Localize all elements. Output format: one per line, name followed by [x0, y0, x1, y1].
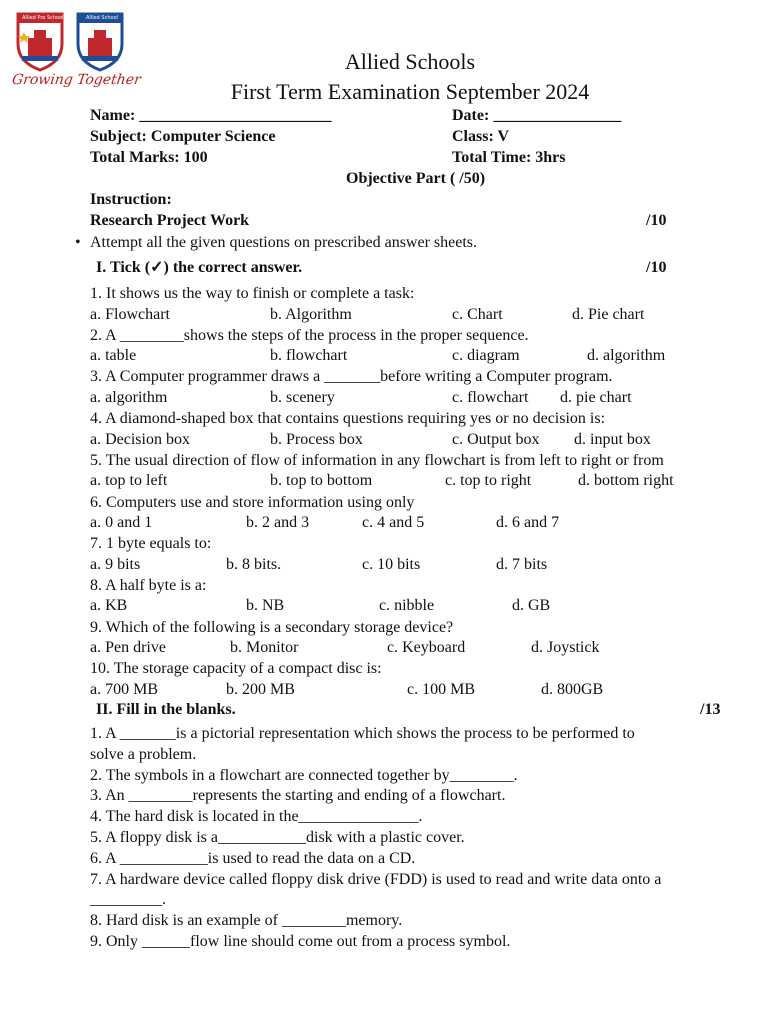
- blank-line-8: 7. A hardware device called floppy disk drive (FDD) is used to read and write data onto a: [90, 870, 662, 888]
- question-6-option-b: b. 2 and 3: [246, 514, 310, 531]
- question-2-option-a: a. table: [90, 347, 137, 365]
- blank-line-10: 8. Hard disk is an example of ________memory.: [90, 912, 403, 930]
- blank-line-4: 3. An ________represents the starting and ending of a flowchart.: [90, 787, 506, 805]
- blank-line-3: 2. The symbols in a flowchart are connected together by________.: [90, 766, 518, 784]
- question-1-option-a: a. Flowchart: [90, 305, 170, 323]
- question-8-option-c: c. nibble: [379, 597, 435, 615]
- logo2-caption: Allied School: [86, 15, 119, 21]
- question-8-option-d: d. GB: [512, 597, 551, 615]
- subject-field: Subject: Computer Science: [90, 128, 276, 145]
- question-2-option-d: d. algorithm: [587, 347, 666, 365]
- question-8-option-a: a. KB: [90, 597, 128, 615]
- class-field: Class: V: [452, 128, 510, 145]
- question-3-option-a: a. algorithm: [90, 388, 168, 406]
- question-10-option-c: c. 100 MB: [407, 680, 475, 698]
- question-1-option-d: d. Pie chart: [572, 305, 645, 323]
- question-1-option-b: b. Algorithm: [270, 305, 352, 323]
- bullet: •: [75, 234, 81, 251]
- question-5-option-d: d. bottom right: [578, 472, 674, 490]
- date-field: Date: ________________: [452, 107, 622, 124]
- question-4-option-a: a. Decision box: [90, 430, 190, 448]
- question-10-option-d: d. 800GB: [541, 680, 604, 698]
- section2-marks: /13: [700, 701, 721, 718]
- blank-line-9: _________.: [90, 891, 166, 909]
- question-10: 10. The storage capacity of a compact disc is:: [90, 660, 382, 678]
- blank-line-6: 5. A floppy disk is a___________disk with a plastic cover.: [90, 829, 465, 846]
- section1-heading: I. Tick (✓) the correct answer.: [96, 259, 303, 276]
- question-8: 8. A half byte is a:: [90, 576, 207, 594]
- question-5: 5. The usual direction of flow of information in any flowchart is from left to right or from: [90, 451, 664, 469]
- question-7-option-c: c. 10 bits: [362, 555, 421, 573]
- blank-line-11: 9. Only ______flow line should come out from a process symbol.: [90, 933, 511, 950]
- school-name: Allied Schools: [344, 49, 476, 74]
- instruction-label: Instruction:: [90, 191, 172, 208]
- question-10-option-b: b. 200 MB: [226, 680, 295, 698]
- attempt-instruction: Attempt all the given questions on prescribed answer sheets.: [90, 234, 478, 251]
- question-4: 4. A diamond-shaped box that contains questions requiring yes or no decision is:: [90, 410, 606, 428]
- tagline: Growing Together: [10, 72, 142, 88]
- question-6-option-a: a. 0 and 1: [90, 514, 153, 531]
- question-1: 1. It shows us the way to finish or complete a task:: [90, 285, 415, 302]
- question-9-option-c: c. Keyboard: [387, 639, 466, 657]
- question-2-option-b: b. flowchart: [270, 347, 348, 365]
- blank-line-1: 1. A _______is a pictorial representation which shows the process to be performed to: [90, 725, 635, 742]
- question-2: 2. A ________shows the steps of the process in the proper sequence.: [90, 326, 529, 344]
- question-4-option-d: d. input box: [574, 430, 651, 448]
- question-6-option-d: d. 6 and 7: [496, 514, 560, 531]
- question-3-option-d: d. pie chart: [560, 388, 632, 406]
- question-4-option-b: b. Process box: [270, 430, 363, 448]
- logo1-caption: Allied Pre School: [22, 15, 64, 21]
- question-8-option-b: b. NB: [246, 597, 285, 615]
- exam-title: First Term Examination September 2024: [230, 79, 590, 104]
- question-3: 3. A Computer programmer draws a _______before writing a Computer program.: [90, 368, 613, 386]
- name-field: Name: ________________________: [90, 107, 332, 124]
- question-5-option-c: c. top to right: [445, 472, 532, 490]
- total-marks: Total Marks: 100: [90, 149, 208, 166]
- question-5-option-a: a. top to left: [90, 472, 168, 490]
- research-label: Research Project Work: [90, 212, 250, 229]
- question-9-option-d: d. Joystick: [531, 639, 600, 657]
- question-7-option-b: b. 8 bits.: [226, 555, 282, 573]
- question-3-option-c: c. flowchart: [452, 388, 529, 406]
- question-6: 6. Computers use and store information using only: [90, 493, 415, 511]
- question-4-option-c: c. Output box: [452, 430, 540, 448]
- blank-line-7: 6. A ___________is used to read the data on a CD.: [90, 849, 416, 867]
- section1-marks: /10: [646, 259, 667, 276]
- question-5-option-b: b. top to bottom: [270, 472, 373, 490]
- research-marks: /10: [646, 212, 667, 229]
- blank-line-5: 4. The hard disk is located in the_______________.: [90, 808, 423, 826]
- question-3-option-b: b. scenery: [270, 388, 335, 406]
- question-2-option-c: c. diagram: [452, 347, 520, 365]
- question-9: 9. Which of the following is a secondary storage device?: [90, 618, 454, 636]
- objective-label: Objective Part ( /50): [346, 170, 486, 187]
- section2-heading: II. Fill in the blanks.: [96, 701, 236, 718]
- question-7-option-a: a. 9 bits: [90, 555, 141, 573]
- question-9-option-b: b. Monitor: [230, 639, 299, 657]
- question-1-option-c: c. Chart: [452, 305, 503, 323]
- question-6-option-c: c. 4 and 5: [362, 514, 425, 531]
- question-9-option-a: a. Pen drive: [90, 639, 166, 657]
- total-time: Total Time: 3hrs: [452, 149, 566, 166]
- blank-line-2: solve a problem.: [90, 745, 197, 763]
- question-10-option-a: a. 700 MB: [90, 680, 158, 698]
- question-7-option-d: d. 7 bits: [496, 555, 548, 573]
- question-7: 7. 1 byte equals to:: [90, 535, 212, 553]
